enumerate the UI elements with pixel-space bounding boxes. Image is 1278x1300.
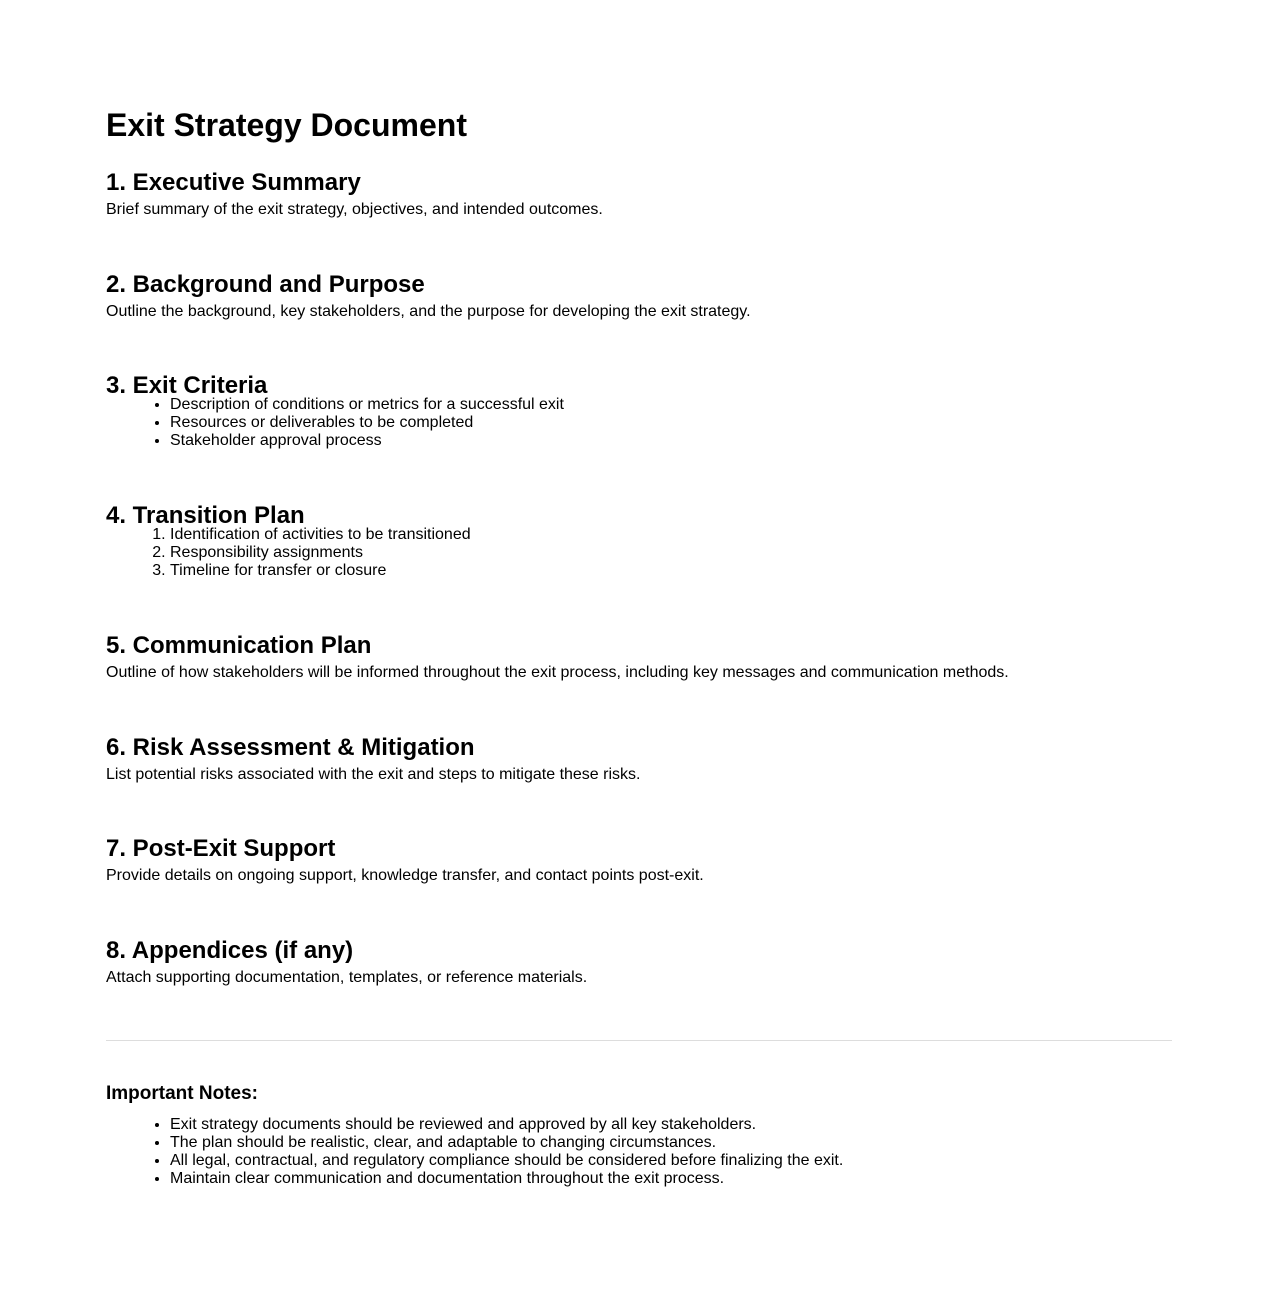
section-heading: 1. Executive Summary — [106, 169, 361, 196]
section-heading: 5. Communication Plan — [106, 632, 372, 659]
section-heading: 7. Post-Exit Support — [106, 835, 336, 862]
section-text: Provide details on ongoing support, knowledge transfer, and contact points post-exit. — [106, 867, 704, 884]
section-heading: 6. Risk Assessment & Mitigation — [106, 734, 475, 761]
list-item: • Maintain clear communication and documentation throughout the exit process. — [170, 1170, 843, 1188]
notes-heading: Important Notes: — [106, 1083, 258, 1104]
list-item: • The plan should be realistic, clear, and adaptable to changing circumstances. — [170, 1134, 843, 1152]
list-item: 3. Timeline for transfer or closure — [170, 562, 471, 580]
important-notes — [106, 1082, 1172, 1187]
section-text: List potential risks associated with the exit and steps to mitigate these risks. — [106, 766, 641, 783]
section-heading: 8. Appendices (if any) — [106, 937, 354, 964]
section-text: Attach supporting documentation, templates, or reference materials. — [106, 969, 588, 986]
section-appendices — [106, 936, 1172, 986]
section-text: Brief summary of the exit strategy, objectives, and intended outcomes. — [106, 201, 603, 218]
section-transition-plan — [106, 501, 1172, 579]
section-divider — [106, 1040, 1172, 1041]
section-heading: 4. Transition Plan — [106, 502, 305, 529]
page-title: Exit Strategy Document — [106, 107, 467, 143]
section-exit-criteria — [106, 371, 1172, 449]
list-item: • Description of conditions or metrics for a successful exit — [170, 396, 564, 414]
section-text: Outline the background, key stakeholders, and the purpose for developing the exit strategy. — [106, 303, 751, 320]
section-text: Outline of how stakeholders will be informed throughout the exit process, including key messages and communication methods. — [106, 664, 1009, 681]
list-item: • Resources or deliverables to be completed — [170, 414, 564, 432]
transition-plan-list — [106, 526, 471, 580]
section-heading: 2. Background and Purpose — [106, 271, 425, 298]
section-background-purpose — [106, 270, 1172, 320]
list-item: • Exit strategy documents should be reviewed and approved by all key stakeholders. — [170, 1116, 843, 1134]
list-item: 1. Identification of activities to be transitioned — [170, 526, 471, 544]
section-risk-assessment — [106, 733, 1172, 783]
section-post-exit-support — [106, 834, 1172, 884]
list-item: 2. Responsibility assignments — [170, 544, 471, 562]
exit-criteria-list — [106, 396, 564, 450]
notes-list — [106, 1116, 843, 1188]
list-item: • Stakeholder approval process — [170, 432, 564, 450]
section-communication-plan — [106, 631, 1172, 681]
section-heading: 3. Exit Criteria — [106, 372, 268, 399]
list-item: • All legal, contractual, and regulatory compliance should be considered before finalizing the exit. — [170, 1152, 843, 1170]
section-executive-summary — [106, 168, 1172, 218]
